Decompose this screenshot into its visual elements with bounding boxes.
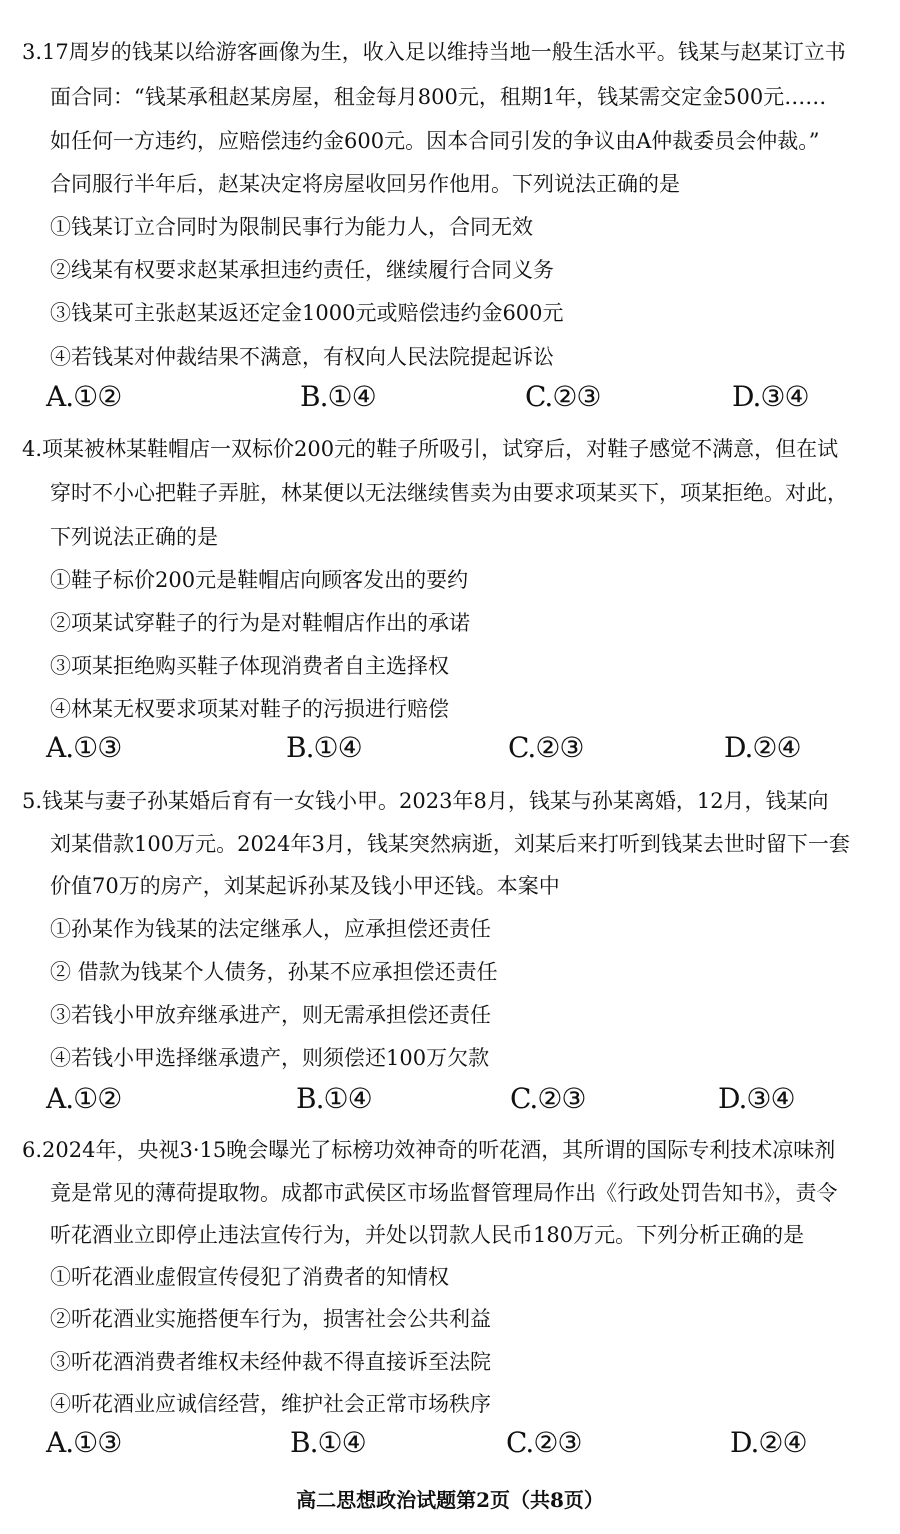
option-b[interactable]: B.①④: [300, 380, 376, 413]
option-c[interactable]: C.②③: [510, 1082, 586, 1115]
question-stem-line: 下列说法正确的是: [50, 525, 218, 549]
answer-options: [0, 728, 900, 768]
statement-4: ④若钱小甲选择继承遗产，则须偿还100万欠款: [50, 1046, 490, 1070]
option-a[interactable]: A.①③: [46, 731, 122, 764]
question-stem-line: 5.钱某与妻子孙某婚后育有一女钱小甲。2023年8月，钱某与孙某离婚，12月，钱某向: [22, 789, 829, 813]
option-a[interactable]: A.①②: [46, 380, 122, 413]
question-stem-line: 4.项某被林某鞋帽店一双标价200元的鞋子所吸引，试穿后，对鞋子感觉不满意，但在试: [22, 437, 839, 461]
question-stem-line: 3.17周岁的钱某以给游客画像为生，收入足以维持当地一般生活水平。钱某与赵某订立书: [22, 40, 846, 64]
option-b[interactable]: B.①④: [286, 731, 362, 764]
answer-options: [0, 377, 900, 417]
question-stem-line: 刘某借款100万元。2024年3月，钱某突然病逝，刘某后来打听到钱某去世时留下一套: [50, 832, 850, 856]
statement-4: ④听花酒业应诚信经营，维护社会正常市场秩序: [50, 1392, 491, 1416]
statement-1: ①听花酒业虚假宣传侵犯了消费者的知情权: [50, 1265, 449, 1289]
statement-4: ④若钱某对仲裁结果不满意，有权向人民法院提起诉讼: [50, 345, 554, 369]
option-c[interactable]: C.②③: [508, 731, 584, 764]
statement-1: ①孙某作为钱某的法定继承人，应承担偿还责任: [50, 917, 491, 941]
answer-options: [0, 1423, 900, 1463]
option-d[interactable]: D.③④: [718, 1082, 795, 1115]
statement-1: ①钱某订立合同时为限制民事行为能力人，合同无效: [50, 215, 533, 239]
option-c[interactable]: C.②③: [506, 1426, 582, 1459]
page-footer: 高二思想政治试题第2页（共8页）: [296, 1488, 604, 1512]
question-stem-line: 6.2024年，央视3·15晚会曝光了标榜功效神奇的听花酒，其所谓的国际专利技术凉味剂: [22, 1138, 836, 1162]
statement-2: ②线某有权要求赵某承担违约责任，继续履行合同义务: [50, 258, 554, 282]
option-d[interactable]: D.③④: [732, 380, 809, 413]
statement-3: ③项某拒绝购买鞋子体现消费者自主选择权: [50, 654, 449, 678]
question-stem-line: 合同服行半年后，赵某决定将房屋收回另作他用。下列说法正确的是: [50, 172, 680, 196]
option-b[interactable]: B.①④: [290, 1426, 366, 1459]
statement-2: ②听花酒业实施搭便车行为，损害社会公共利益: [50, 1307, 491, 1331]
statement-1: ①鞋子标价200元是鞋帽店向顾客发出的要约: [50, 568, 469, 592]
statement-2: ② 借款为钱某个人债务，孙某不应承担偿还责任: [50, 960, 498, 984]
statement-2: ②项某试穿鞋子的行为是对鞋帽店作出的承诺: [50, 611, 470, 635]
question-stem-line: 听花酒业立即停止违法宣传行为，并处以罚款人民币180万元。下列分析正确的是: [50, 1223, 805, 1247]
question-stem-line: 竟是常见的薄荷提取物。成都市武侯区市场监督管理局作出《行政处罚告知书》，责令: [50, 1181, 838, 1205]
question-stem-line: 如任何一方违约，应赔偿违约金600元。因本合同引发的争议由A仲裁委员会仲裁。”: [50, 129, 820, 153]
option-a[interactable]: A.①③: [46, 1426, 122, 1459]
statement-3: ③若钱小甲放弃继承进产，则无需承担偿还责任: [50, 1003, 491, 1027]
question-stem-line: 价值70万的房产，刘某起诉孙某及钱小甲还钱。本案中: [50, 874, 560, 898]
statement-4: ④林某无权要求项某对鞋子的污损进行赔偿: [50, 697, 449, 721]
statement-3: ③听花酒消费者维权未经仲裁不得直接诉至法院: [50, 1350, 491, 1374]
answer-options: [0, 1079, 900, 1119]
option-b[interactable]: B.①④: [296, 1082, 372, 1115]
option-a[interactable]: A.①②: [46, 1082, 122, 1115]
question-stem-line: 穿时不小心把鞋子弄脏，林某便以无法继续售卖为由要求项某买下，项某拒绝。对此，: [50, 481, 848, 505]
question-stem-line: 面合同：“钱某承租赵某房屋，租金每月800元，租期1年，钱某需交定金500元……: [50, 85, 827, 109]
option-c[interactable]: C.②③: [525, 380, 601, 413]
statement-3: ③钱某可主张赵某返还定金1000元或赔偿违约金600元: [50, 301, 564, 325]
option-d[interactable]: D.②④: [730, 1426, 807, 1459]
option-d[interactable]: D.②④: [724, 731, 801, 764]
